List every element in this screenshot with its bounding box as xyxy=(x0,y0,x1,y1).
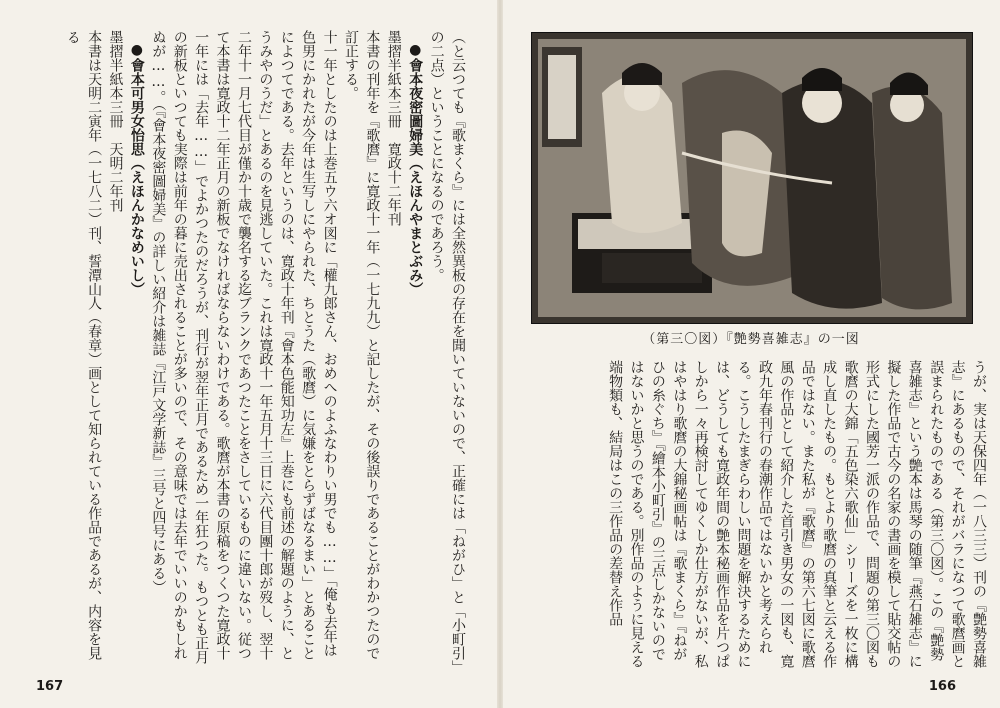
left-page-body xyxy=(36,30,468,670)
paragraph: 本書の刊年を『歌麿』に寛政十一年（一七九九）と記したが、その後誤りであることがわかつたので訂正する。 xyxy=(342,30,381,660)
right-page-body xyxy=(519,360,989,670)
section-meta: 墨摺半紙本三冊 天明二年刊 xyxy=(107,30,124,212)
paragraph: うが、実は天保四年（一八三三）刊の『艶勢喜雑志』にあるもので、それがバラになつて歌麿画と誤まられたものである（第三〇図）。この『艶勢喜雑志』という艶本は馬琴の随筆『燕石雑志』に擬した作品で古今の名家の書画を模して貼交帖の形式にした國芳一派の作品で、問題の第三〇図も歌麿の大錦「五色染六歌仙」シリーズを一枚に構成し直したもの。もとより歌麿の真筆と云える作品ではない。また私が『歌麿』の第六七図に歌麿風の作品として紹介した首引き男女の一図も、寛政九年春刊行の春潮作品ではないかと考えられる。こうしたまぎらわしい問題を解決するためには、どうしても寛政年間の艶本秘画作品を片つぱしから一々再検討してゆくしか仕方がないが、私はやはり歌麿の大錦秘画帖は『歌まくら』『ねがひの糸ぐち』『繪本小町引』の三点しかないのではないかと思うのである。別作品のように見える端物類も、結局はこの三作品の差替え作品 xyxy=(607,360,987,668)
page-number: 167 xyxy=(36,679,64,694)
section-heading: ●會本夜密圖婦美（えほんやまとぶみ） xyxy=(407,42,424,296)
illustration-artwork xyxy=(532,33,972,323)
section-heading: ●會本可男女怡思（えほんかなめいし） xyxy=(128,42,145,296)
page-number: 166 xyxy=(928,679,956,694)
paragraph: （と云つても『歌まくら』には全然異板の存在を聞いていないので、正確には「ねがひ」と「小町引」の二点）ということになるのであろう。 xyxy=(428,30,466,667)
paragraph: 十一年としたのは上巻五ウ六オ図に「權九郎さん、おめへのよふなわりい男でも……」「俺も去年は色男にかれたが今年は生写しにやられた、ちとうた（歌麿）に気嫌をとらずばなるまい」とあることによつてである。去年というのは、寛政十年刊『會本色能知功左』上巻にも前述の解題のように、とうみやのうだ」とあるのを見逃していた。これは寛政十一年五月十三日に六代目團十郎が歿し、翌十二年十一月七代目が僅か十歳で襲名する迄ブランクであつたことをさしているものに違いない。従つて本書は寛政十二年正月の新板でなければならないわけである。歌麿が本書の原稿をつくつた寛政十一年には「去年……」でよかつたのだろうが、刊行が翌年正月であるため一年狂つた。もつとも正月の新板といつても実際は前年の暮に売出されることが多いので、その意味では去年でいいのかもしれぬが……。（『會本夜密圖婦美』の詳しい紹介は雑誌『江戸文学新誌』三号と四号にある） xyxy=(150,30,338,664)
figure-caption: （第三〇図）『艶勢喜雑志』の一図 xyxy=(642,332,860,347)
paragraph: 本書は天明二寅年（一七八二）刊、誓潭山人（春章）画として知られている作品であるが、内容を見る xyxy=(64,30,103,660)
right-page xyxy=(503,0,1000,708)
ukiyoe-illustration xyxy=(531,32,973,324)
left-page xyxy=(0,0,497,708)
section-meta: 墨摺半紙本三冊 寛政十二年刊 xyxy=(385,30,402,226)
